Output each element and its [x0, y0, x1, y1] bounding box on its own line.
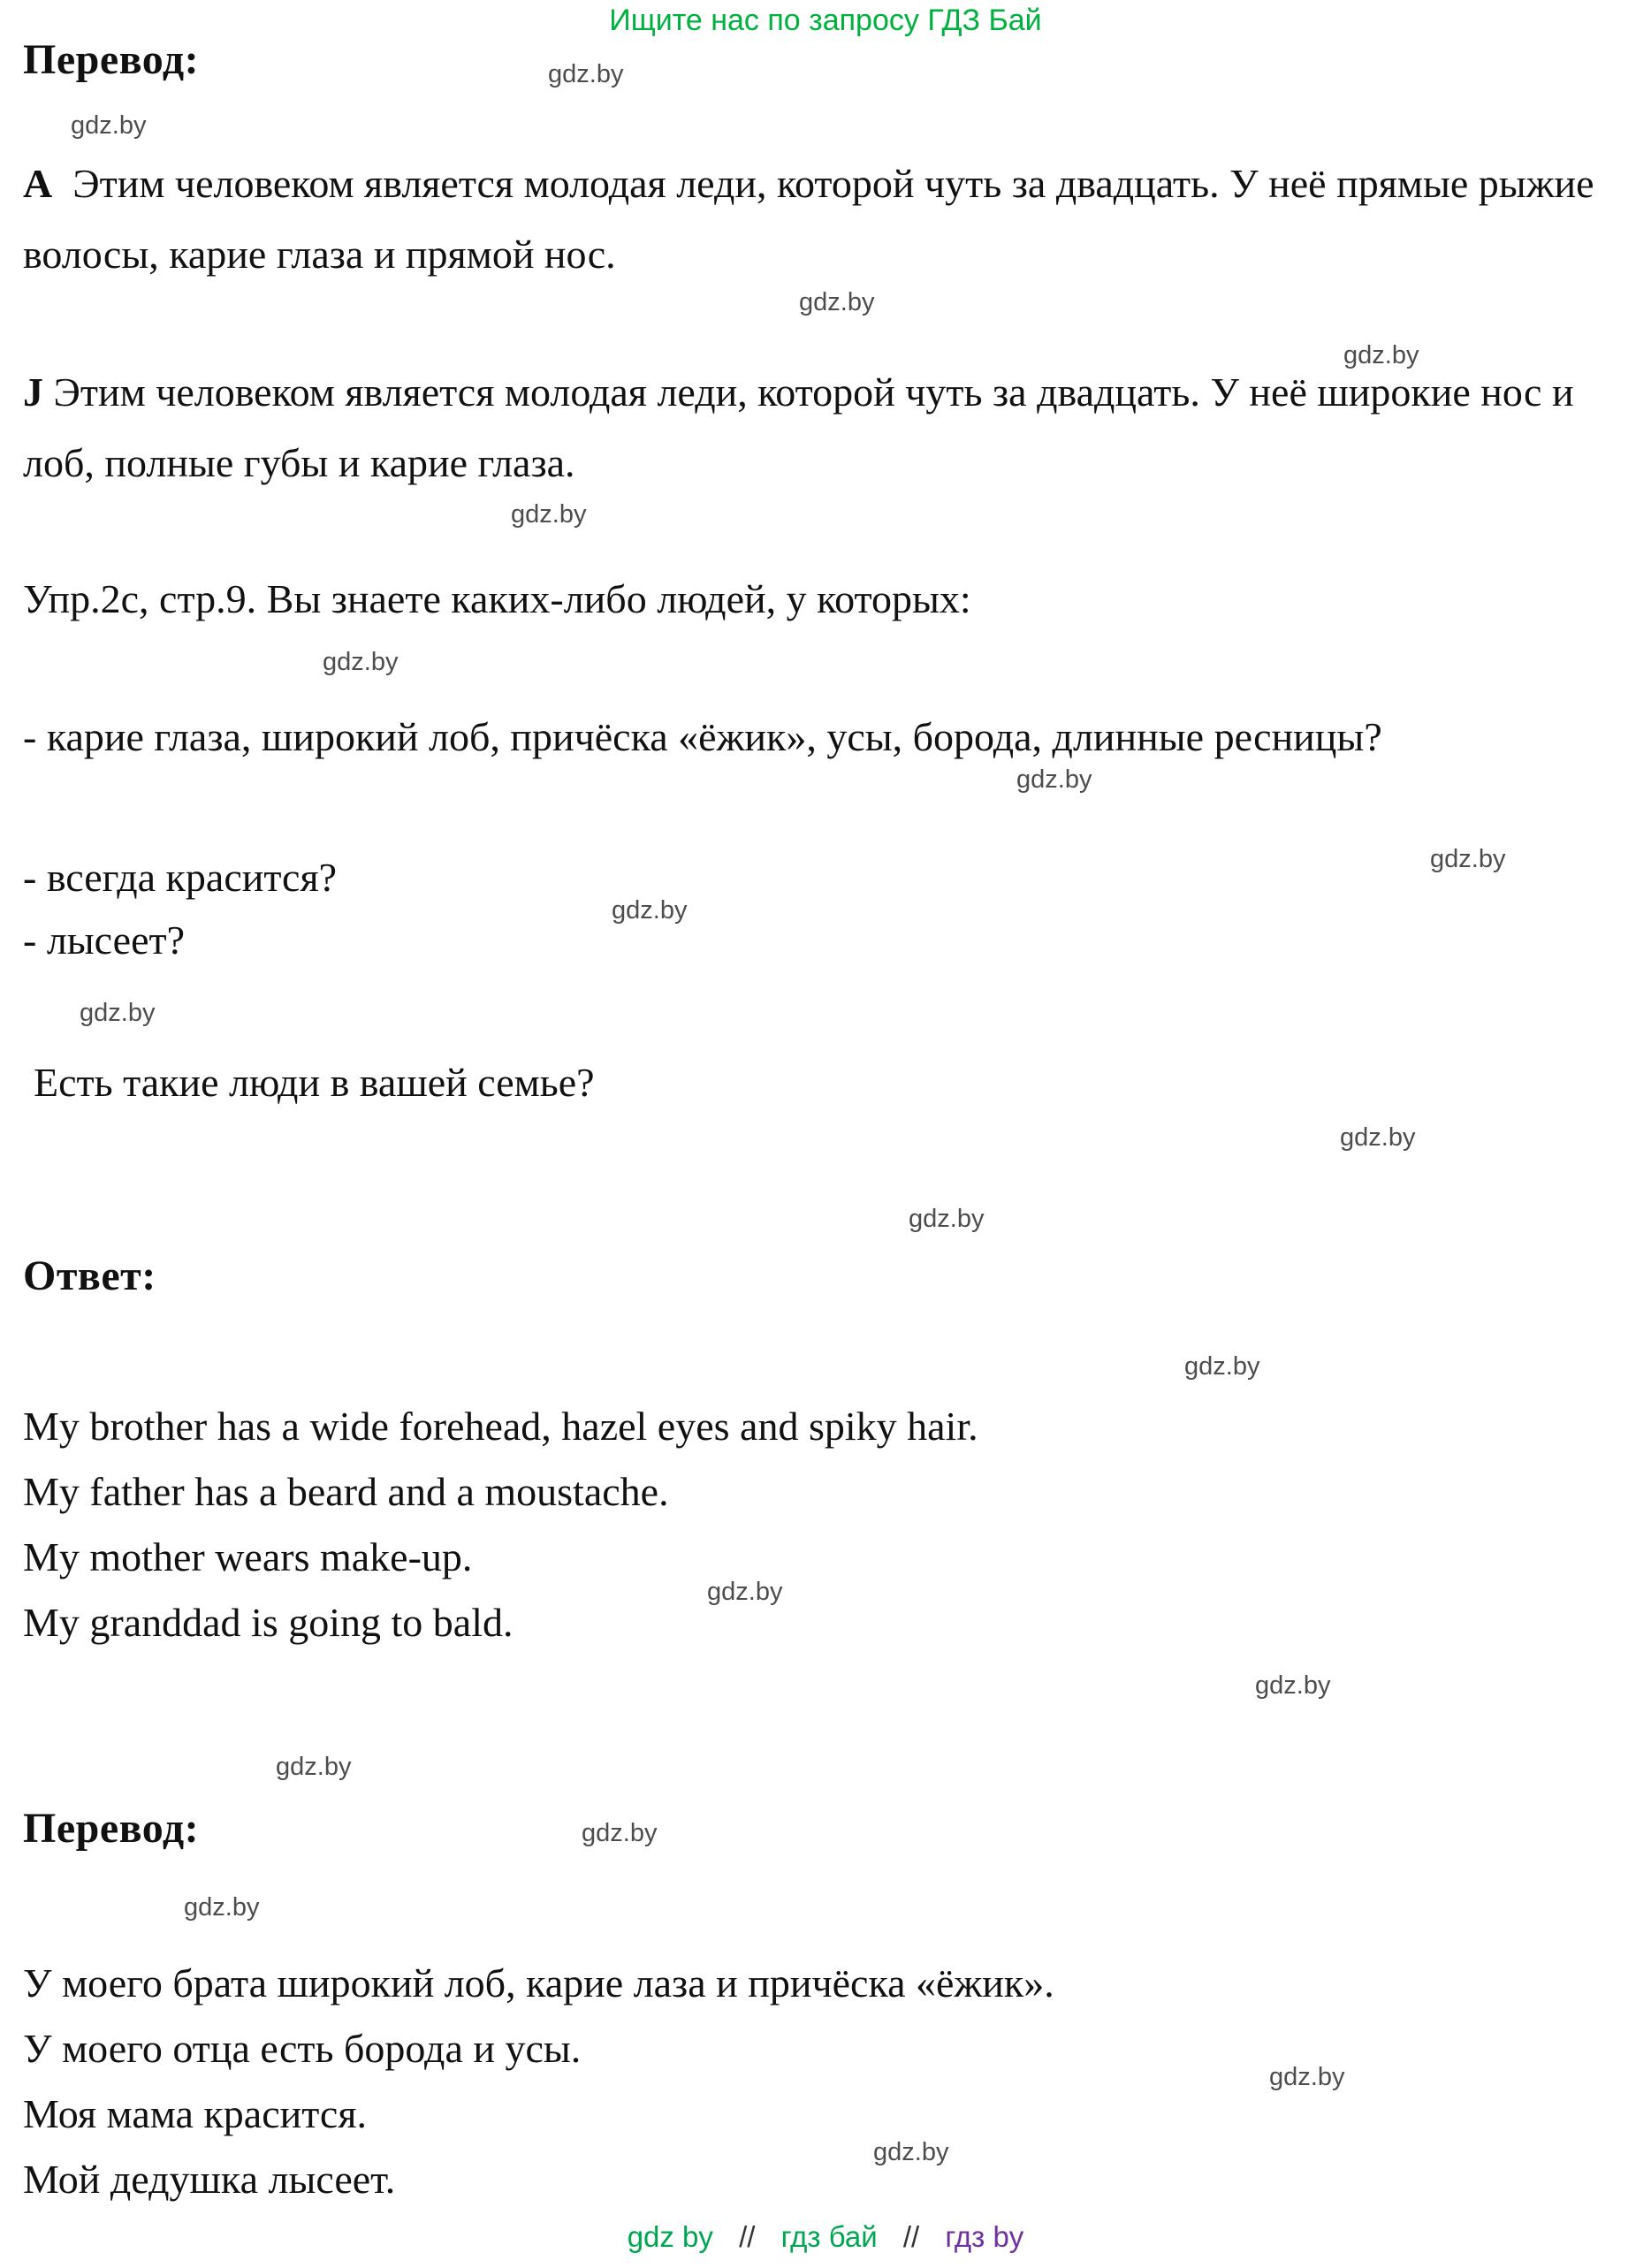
watermark: gdz.by: [909, 1205, 985, 1233]
paragraph-j: [23, 357, 1628, 499]
watermark: gdz.by: [71, 111, 147, 140]
answer-line: My granddad is going to bald.: [23, 1600, 514, 1645]
paragraph-j-lead: J: [23, 369, 43, 415]
watermark: gdz.by: [582, 1819, 658, 1847]
answer-block: [23, 1394, 1628, 1655]
heading-perevod-1: Перевод:: [23, 36, 200, 83]
family-question: Есть такие люди в вашей семье?: [34, 1060, 595, 1105]
list-item: - всегда красится?: [23, 855, 338, 900]
translation-line: Моя мама красится.: [23, 2091, 368, 2136]
watermark: gdz.by: [707, 1578, 783, 1606]
answer-line: My father has a beard and a moustache.: [23, 1469, 669, 1514]
footer-part: гдз бай: [780, 2220, 878, 2253]
paragraph-j-text: Этим человеком является молодая леди, которой чуть за двадцать. У неё широкие нос и лоб, полные губы и карие глаза.: [23, 369, 1574, 485]
exercise-title: Упр.2с, стр.9. Вы знаете каких-либо людей, у которых:: [23, 576, 971, 621]
paragraph-a-lead: А: [23, 161, 53, 206]
answer-line: My brother has a wide forehead, hazel eyes and spiky hair.: [23, 1404, 978, 1449]
watermark: gdz.by: [1184, 1352, 1260, 1381]
watermark: gdz.by: [548, 60, 624, 88]
translation-line: У моего брата широкий лоб, карие лаза и причёска «ёжик».: [23, 1960, 1054, 2005]
footer-part: gdz by: [627, 2220, 713, 2253]
watermark: gdz.by: [184, 1893, 260, 1922]
watermark: gdz.by: [323, 648, 399, 676]
watermark: gdz.by: [612, 896, 688, 925]
list-item: - лысеет?: [23, 917, 186, 963]
heading-perevod-2: Перевод:: [23, 1805, 200, 1852]
watermark: gdz.by: [1269, 2063, 1345, 2091]
paragraph-a: [23, 148, 1628, 290]
watermark: gdz.by: [511, 500, 587, 529]
watermark: gdz.by: [1340, 1123, 1416, 1152]
watermark: gdz.by: [1255, 1671, 1331, 1700]
banner-text: Ищите нас по запросу ГДЗ Бай: [609, 4, 1042, 37]
footer-separator: //: [902, 2220, 920, 2253]
translation-line: У моего отца есть борода и усы.: [23, 2026, 582, 2071]
footer-separator: //: [739, 2220, 756, 2253]
answer-line: My mother wears make-up.: [23, 1534, 473, 1579]
translation-block: [23, 1951, 1628, 2212]
footer: [0, 2220, 1651, 2254]
footer-part: гдз by: [945, 2220, 1024, 2253]
translation-line: Мой дедушка лысеет.: [23, 2157, 396, 2202]
watermark: gdz.by: [1430, 845, 1506, 873]
watermark: gdz.by: [80, 999, 156, 1027]
paragraph-a-text: Этим человеком является молодая леди, которой чуть за двадцать. У неё прямые рыжие волосы, карие глаза и прямой нос.: [23, 161, 1594, 277]
heading-otvet: Ответ:: [23, 1252, 156, 1299]
watermark: gdz.by: [1343, 341, 1419, 369]
list-item: - карие глаза, широкий лоб, причёска «ёжик», усы, борода, длинные ресницы?: [23, 714, 1382, 759]
watermark: gdz.by: [276, 1753, 352, 1781]
watermark: gdz.by: [799, 288, 875, 316]
watermark: gdz.by: [873, 2138, 949, 2166]
watermark: gdz.by: [1016, 765, 1092, 794]
